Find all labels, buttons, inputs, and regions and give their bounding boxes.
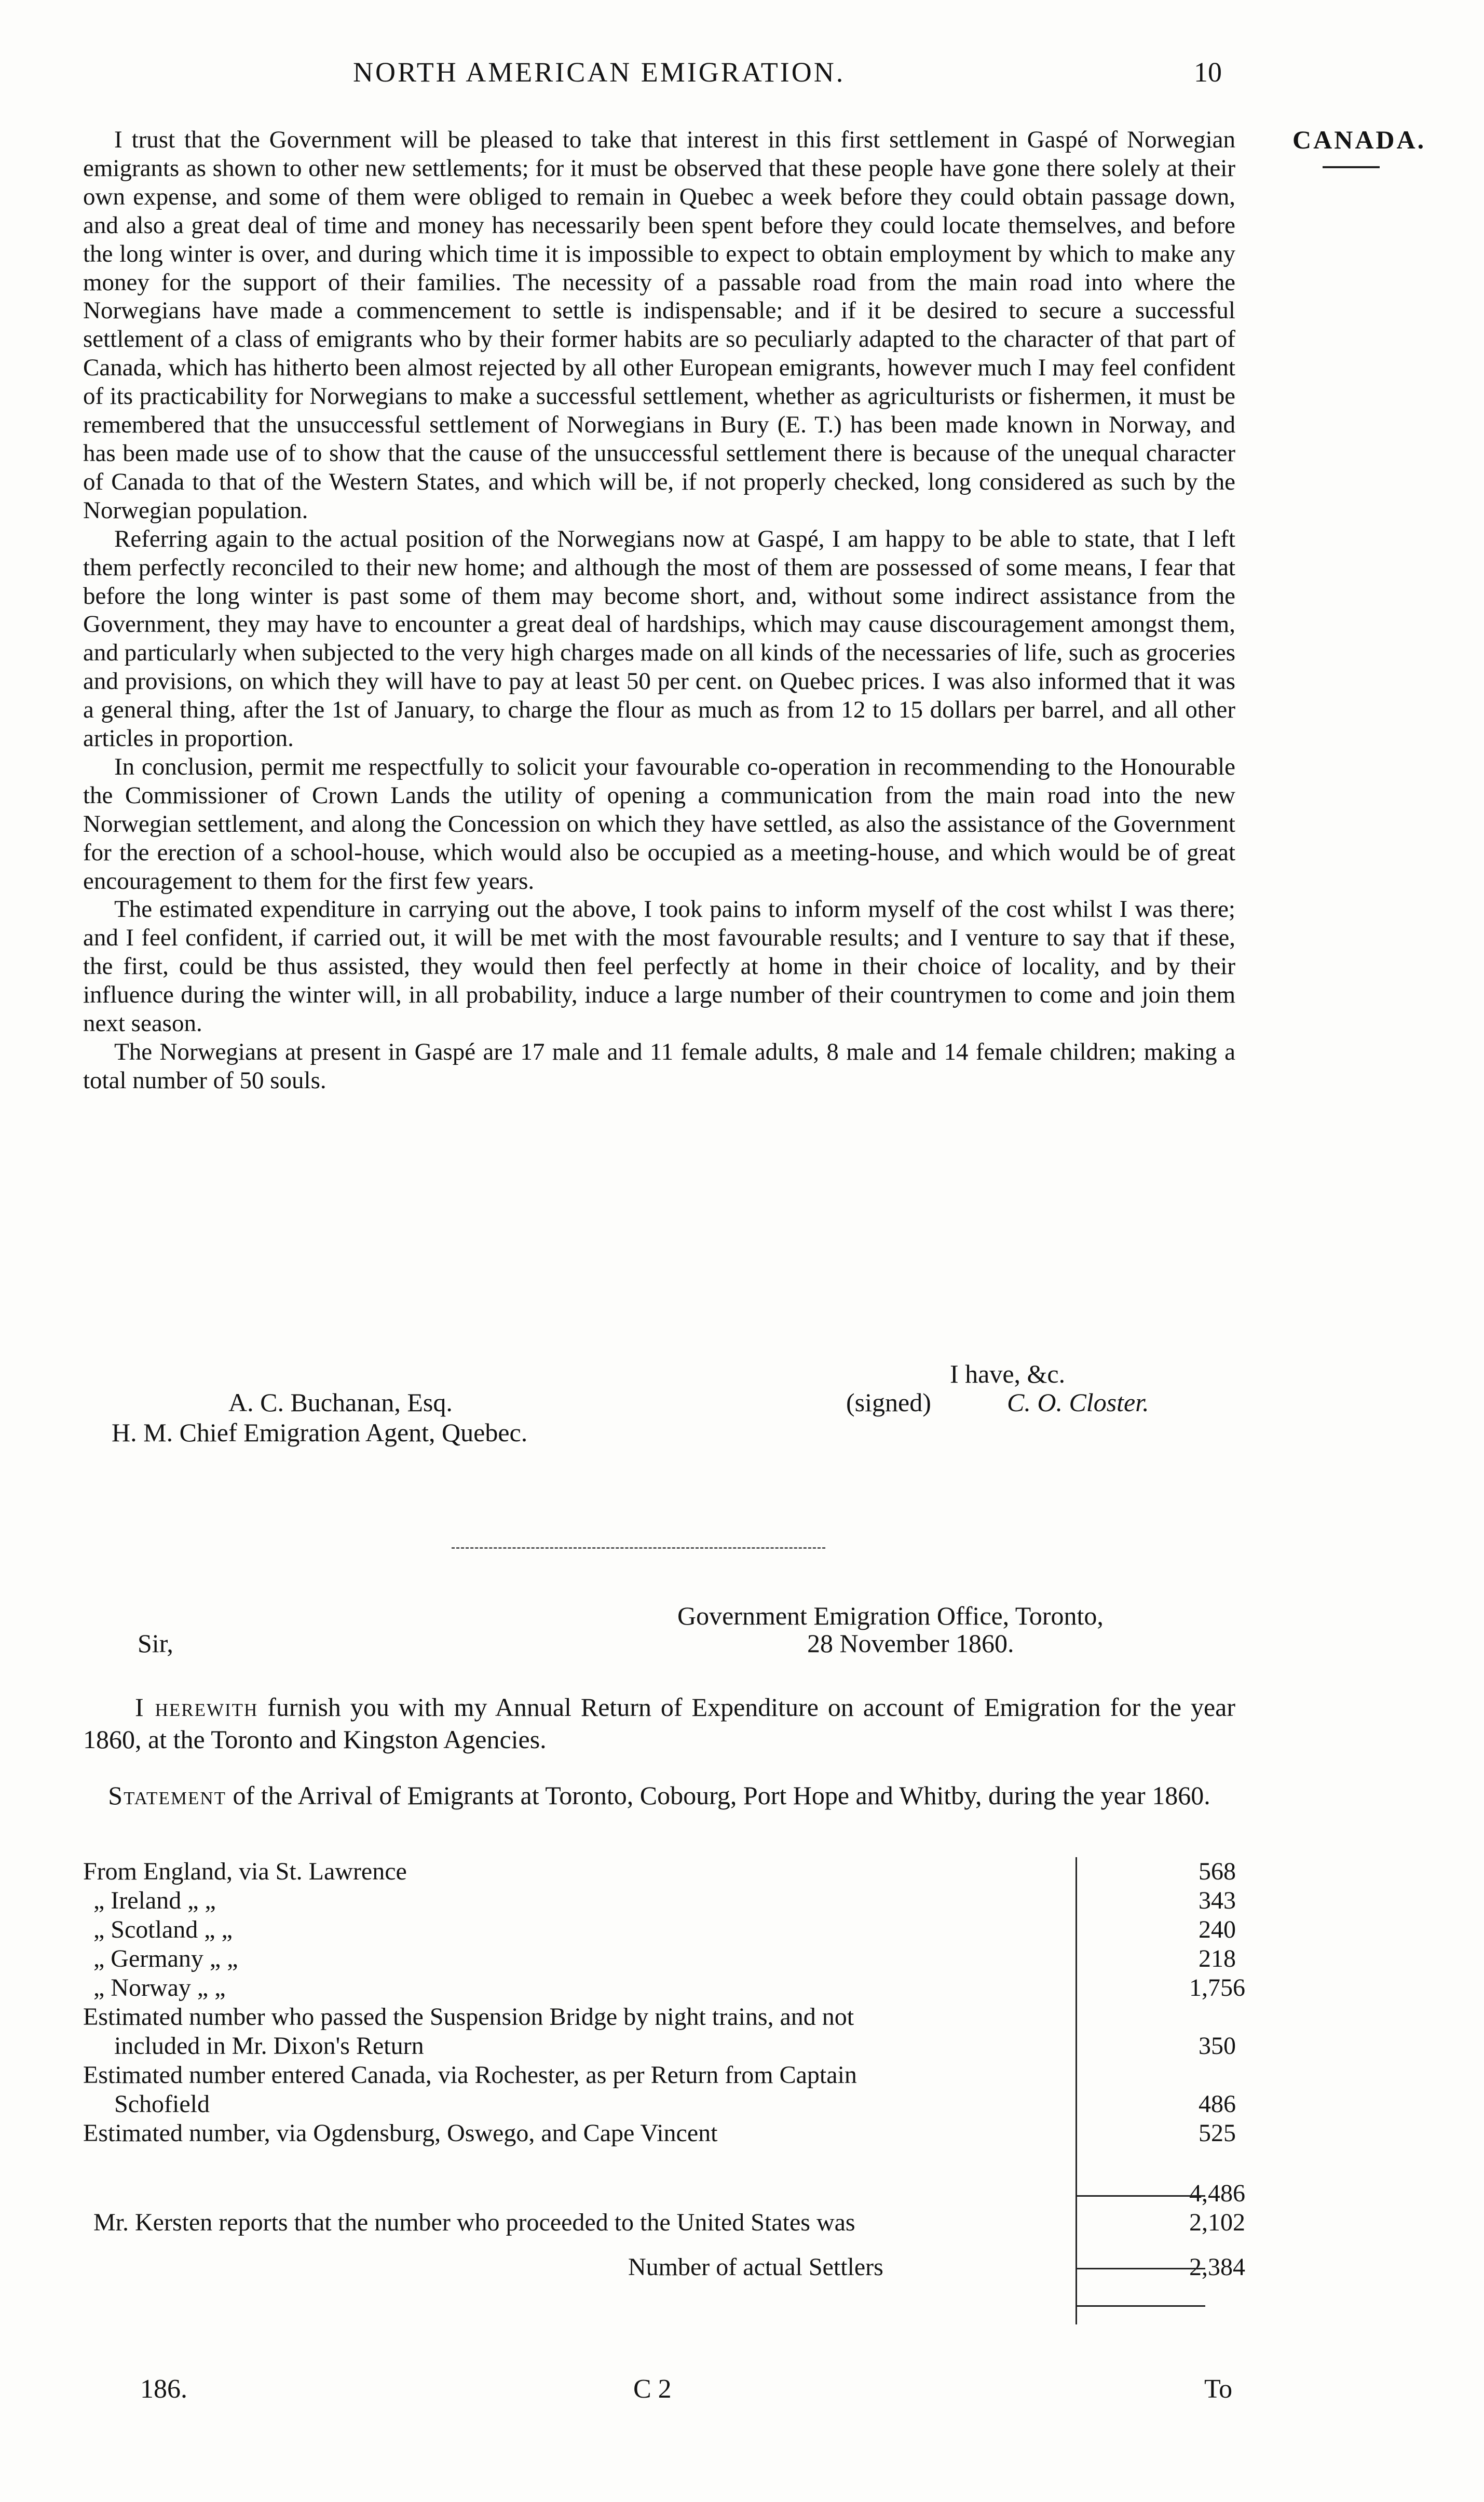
- paragraph: The estimated expenditure in carrying out the above, I took pains to inform myself of the cost whilst I was there; and I feel confident, if carried out, it will be met with the most favourable results; and I venture to say that if these, the first, could be thus assisted, they would then feel perfectly at home in their choice of locality, and by their influence during the winter will, in all probability, induce a large number of their countrymen to come and join them next season.: [83, 896, 1235, 1037]
- section-divider: [452, 1547, 825, 1549]
- margin-note: CANADA.: [1292, 125, 1426, 154]
- intro-lead: I herewith: [135, 1693, 258, 1722]
- paragraph: In conclusion, permit me respectfully to solicit your favourable co-operation in recommending to the Honourable the Commissioner of Crown Lands the utility of opening a communication from the main road into the new Norwegian settlement, and along the Concession on which they have settled, as also the assistance of the Government for the erection of a school-house, which would also be occupied as a meeting-house, and which would be of great encouragement to them for the first few years.: [83, 753, 1235, 895]
- sum-rule: [1075, 2195, 1205, 2197]
- row-value: 568: [1199, 1858, 1236, 1885]
- office-line: Government Emigration Office, Toronto,: [677, 1601, 1104, 1630]
- running-title: NORTH AMERICAN EMIGRATION.: [353, 57, 846, 88]
- footer-left: 186.: [140, 2374, 187, 2404]
- table-row: [83, 1915, 1235, 1944]
- margin-rule: [1323, 166, 1380, 168]
- salutation: Sir,: [138, 1629, 173, 1658]
- row-label: „ Scotland „ „: [93, 1916, 233, 1943]
- letter-body: [83, 126, 1235, 1095]
- row-value: 350: [1199, 2032, 1236, 2060]
- table-row: [83, 2003, 1235, 2032]
- row-label: From England, via St. Lawrence: [83, 1858, 407, 1885]
- paragraph: The Norwegians at present in Gaspé are 17 male and 11 female adults, 8 male and 14 female children; making a total number of 50 souls.: [83, 1038, 1235, 1094]
- table-row: [83, 2119, 1235, 2148]
- paragraph: I trust that the Government will be pleased to take that interest in this first settlement in Gaspé of Norwegian emigrants as shown to other new settlements; for it must be observed that these people have gone there solely at their own expense, and some of them were obliged to remain in Quebec a week before they could obtain passage down, and also a great deal of time and money has necessarily been spent before they could locate themselves, and before the long winter is over, and during which time it is impossible to expect to obtain employment by which to make any money for the support of their families. The necessity of a passable road from the main road into where the Norwegians have made a commencement to settle is indispensable; and if it be desired to secure a successful settlement of a class of emigrants who by their former habits are so peculiarly adapted to the character of that part of Canada, which has hitherto been almost rejected by all other European emigrants, however much I may feel confident of its practicability for Norwegians to make a successful settlement, whether as agriculturists or fishermen, it must be remembered that the unsuccessful settlement of Norwegians in Bury (E. T.) has been made known in Norway, and has been made use of to show that the cause of the unsuccessful settlement there is because of the unequal character of Canada to that of the Western States, and which will be, if not properly checked, long considered as such by the Norwegian population.: [83, 126, 1235, 524]
- letter-date: 28 November 1860.: [807, 1629, 1014, 1658]
- row-label: „ Germany „ „: [93, 1945, 238, 1972]
- table-row: [83, 2032, 1235, 2061]
- sum-rule: [1075, 2268, 1205, 2269]
- closing: I have, &c.: [950, 1359, 1066, 1388]
- row-label: „ Ireland „ „: [93, 1887, 216, 1914]
- row-value: 525: [1199, 2119, 1236, 2147]
- row-label: „ Norway „ „: [93, 1974, 226, 2001]
- addressee-title: H. M. Chief Emigration Agent, Quebec.: [112, 1418, 528, 1447]
- signature: C. O. Closter.: [1007, 1388, 1149, 1417]
- table-row: [83, 1944, 1235, 1973]
- intro-text: furnish you with my Annual Return of Expenditure on account of Emigration for the year 1860, at the Toronto and Kingston Agencies.: [83, 1693, 1236, 1754]
- table-row: [83, 2061, 1235, 2090]
- table-row: [83, 2090, 1235, 2119]
- statement-table: [83, 1857, 1245, 2282]
- row-value: 218: [1199, 1945, 1236, 1972]
- row-label: Schofield: [114, 2090, 210, 2118]
- us-label: Mr. Kersten reports that the number who proceeded to the United States was: [93, 2209, 855, 2236]
- row-label: Estimated number, via Ogdensburg, Oswego, and Cape Vincent: [83, 2119, 718, 2147]
- settlers-value: 2,384: [1189, 2253, 1245, 2281]
- addressee-name: A. C. Buchanan, Esq.: [228, 1388, 453, 1417]
- signed-label: (signed): [846, 1388, 931, 1417]
- subtotal-value: 4,486: [1189, 2180, 1245, 2207]
- page-number: 10: [1194, 57, 1222, 88]
- row-label: Estimated number who passed the Suspension Bridge by night trains, and not: [83, 2003, 854, 2031]
- footer-signature-mark: C 2: [633, 2374, 672, 2404]
- us-row: [83, 2208, 1245, 2237]
- row-value: 240: [1199, 1916, 1236, 1943]
- settlers-label: Number of actual Settlers: [628, 2253, 883, 2281]
- statement-title: [83, 1780, 1235, 1811]
- settlers-row: [83, 2253, 1245, 2282]
- row-value: 486: [1199, 2090, 1236, 2118]
- table-row: [83, 1857, 1235, 1886]
- paragraph: Referring again to the actual position of the Norwegians now at Gaspé, I am happy to be able to state, that I left them perfectly reconciled to their new home; and although the most of them are possessed of some means, I fear that before the long winter is past some of them may become short, and, without some indirect assistance from the Government, they may have to encounter a great deal of hardships, which may cause discouragement amongst them, and particularly when subjected to the very high charges made on all kinds of the necessaries of life, such as groceries and provisions, on which they will have to pay at least 50 per cent. on Quebec prices. I was also informed that it was a general thing, after the 1st of January, to charge the flour as much as from 12 to 15 dollars per barrel, and all other articles in proportion.: [83, 525, 1235, 752]
- row-value: 1,756: [1189, 1974, 1245, 2001]
- row-value: 343: [1199, 1887, 1236, 1914]
- statement-lead: Statement: [108, 1781, 226, 1810]
- subtotal-row: [83, 2179, 1245, 2208]
- column-rule: [1075, 1857, 1077, 2324]
- table-row: [83, 1886, 1235, 1915]
- statement-text: of the Arrival of Emigrants at Toronto, Cobourg, Port Hope and Whitby, during the year 1860.: [233, 1781, 1210, 1810]
- us-value: 2,102: [1189, 2209, 1245, 2236]
- sum-rule: [1075, 2305, 1205, 2307]
- row-label: included in Mr. Dixon's Return: [114, 2032, 424, 2060]
- intro-paragraph: [83, 1691, 1235, 1755]
- footer-catchword: To: [1204, 2374, 1233, 2404]
- table-row: [83, 1973, 1245, 2003]
- row-label: Estimated number entered Canada, via Rochester, as per Return from Captain: [83, 2061, 857, 2089]
